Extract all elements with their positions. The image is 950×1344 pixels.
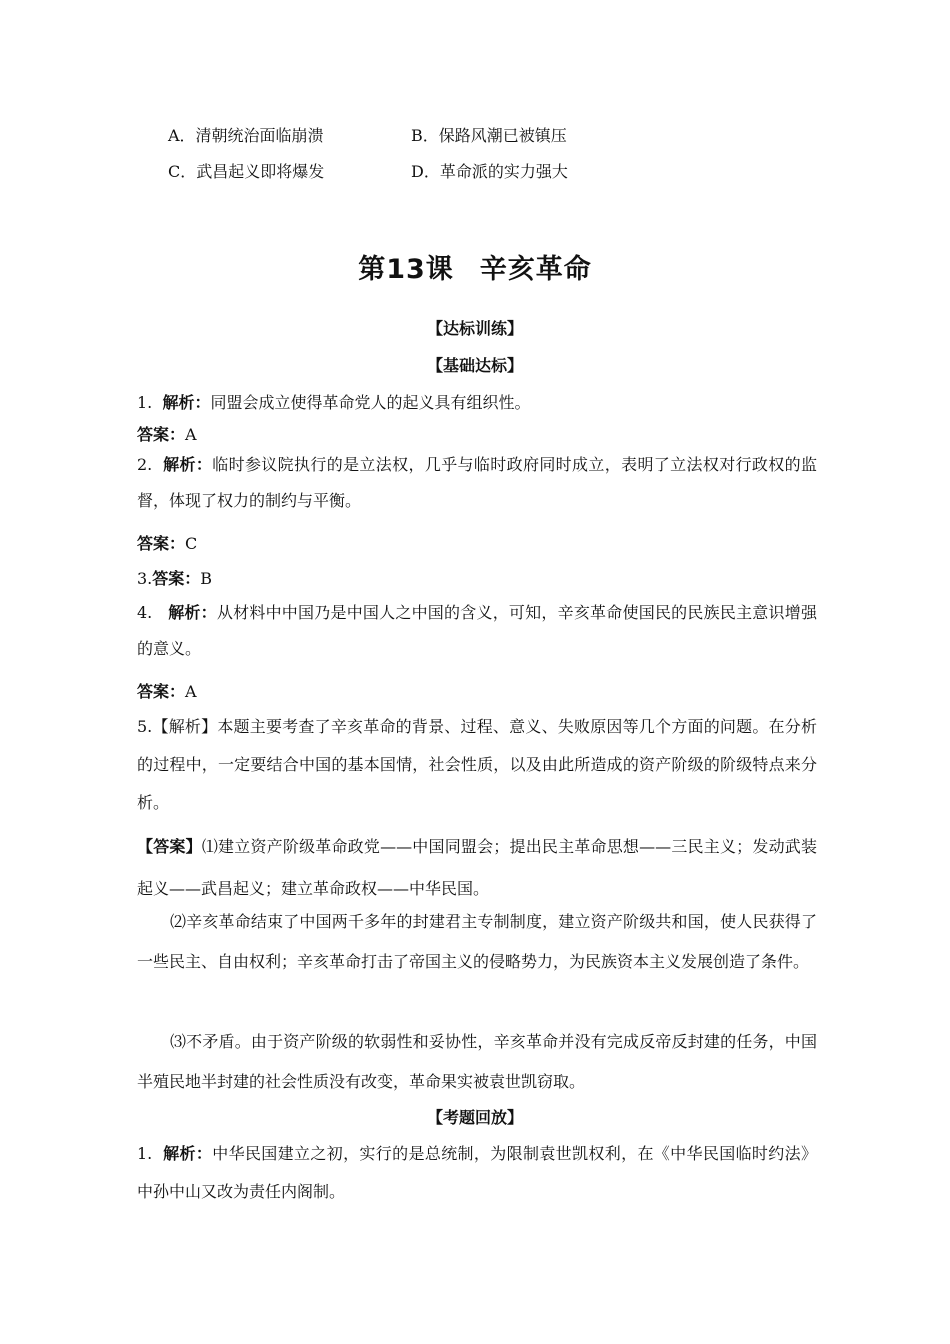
lesson-name: 辛亥革命 <box>479 254 592 285</box>
option-d: D．革命派的实力强大 <box>411 162 568 181</box>
basic-q5-analysis: 5.【解析】本题主要考查了辛亥革命的背景、过程、意义、失败原因等几个方面的问题。在分析的过程中，一定要结合中国的基本国情，社会性质，以及由此所造成的资产阶级的阶级特点来分析。 <box>137 717 817 812</box>
basic-q1-analysis: 1. 解析：同盟会成立使得革命党人的起义具有组织性。 <box>137 393 531 412</box>
basic-q2-answer: 答案：C <box>137 534 198 553</box>
basic-q3-answer: 3.答案：B <box>137 569 213 588</box>
basic-q5-answer-1: 【答案】⑴建立资产阶级革命政党——中国同盟会；提出民主革命思想——三民主义；发动武装起义——武昌起义；建立革命政权——中华民国。 <box>137 837 817 898</box>
basic-q2-analysis: 2. 解析：临时参议院执行的是立法权，几乎与临时政府同时成立，表明了立法权对行政权的监督，体现了权力的制约与平衡。 <box>137 455 817 510</box>
option-a: A．清朝统治面临崩溃 <box>168 126 324 145</box>
option-c: C．武昌起义即将爆发 <box>168 162 325 181</box>
section-heading-review: 【考题回放】 <box>426 1108 523 1127</box>
option-b: B．保路风潮已被镇压 <box>411 126 567 145</box>
lesson-title <box>0 252 950 288</box>
basic-q4-answer: 答案：A <box>137 682 197 701</box>
review-q1-analysis: 1. 解析：中华民国建立之初，实行的是总统制，为限制袁世凯权利，在《中华民国临时约法》中孙中山又改为责任内阁制。 <box>137 1144 817 1201</box>
basic-q4-analysis: 4. 解析：从材料中中国乃是中国人之中国的含义，可知，辛亥革命使国民的民族民主意识增强的意义。 <box>137 603 817 658</box>
basic-q5-answer-3: ⑶不矛盾。由于资产阶级的软弱性和妥协性，辛亥革命并没有完成反帝反封建的任务，中国半殖民地半封建的社会性质没有改变，革命果实被袁世凯窃取。 <box>137 1032 817 1091</box>
basic-q5-answer-2: ⑵辛亥革命结束了中国两千多年的封建君主专制制度，建立资产阶级共和国，使人民获得了一些民主、自由权利；辛亥革命打击了帝国主义的侵略势力，为民族资本主义发展创造了条件。 <box>137 912 817 971</box>
basic-q1-answer: 答案：A <box>137 425 197 444</box>
lesson-number: 第13课 <box>358 254 454 285</box>
section-heading-basic: 【基础达标】 <box>426 356 523 375</box>
section-heading-main: 【达标训练】 <box>426 319 523 338</box>
